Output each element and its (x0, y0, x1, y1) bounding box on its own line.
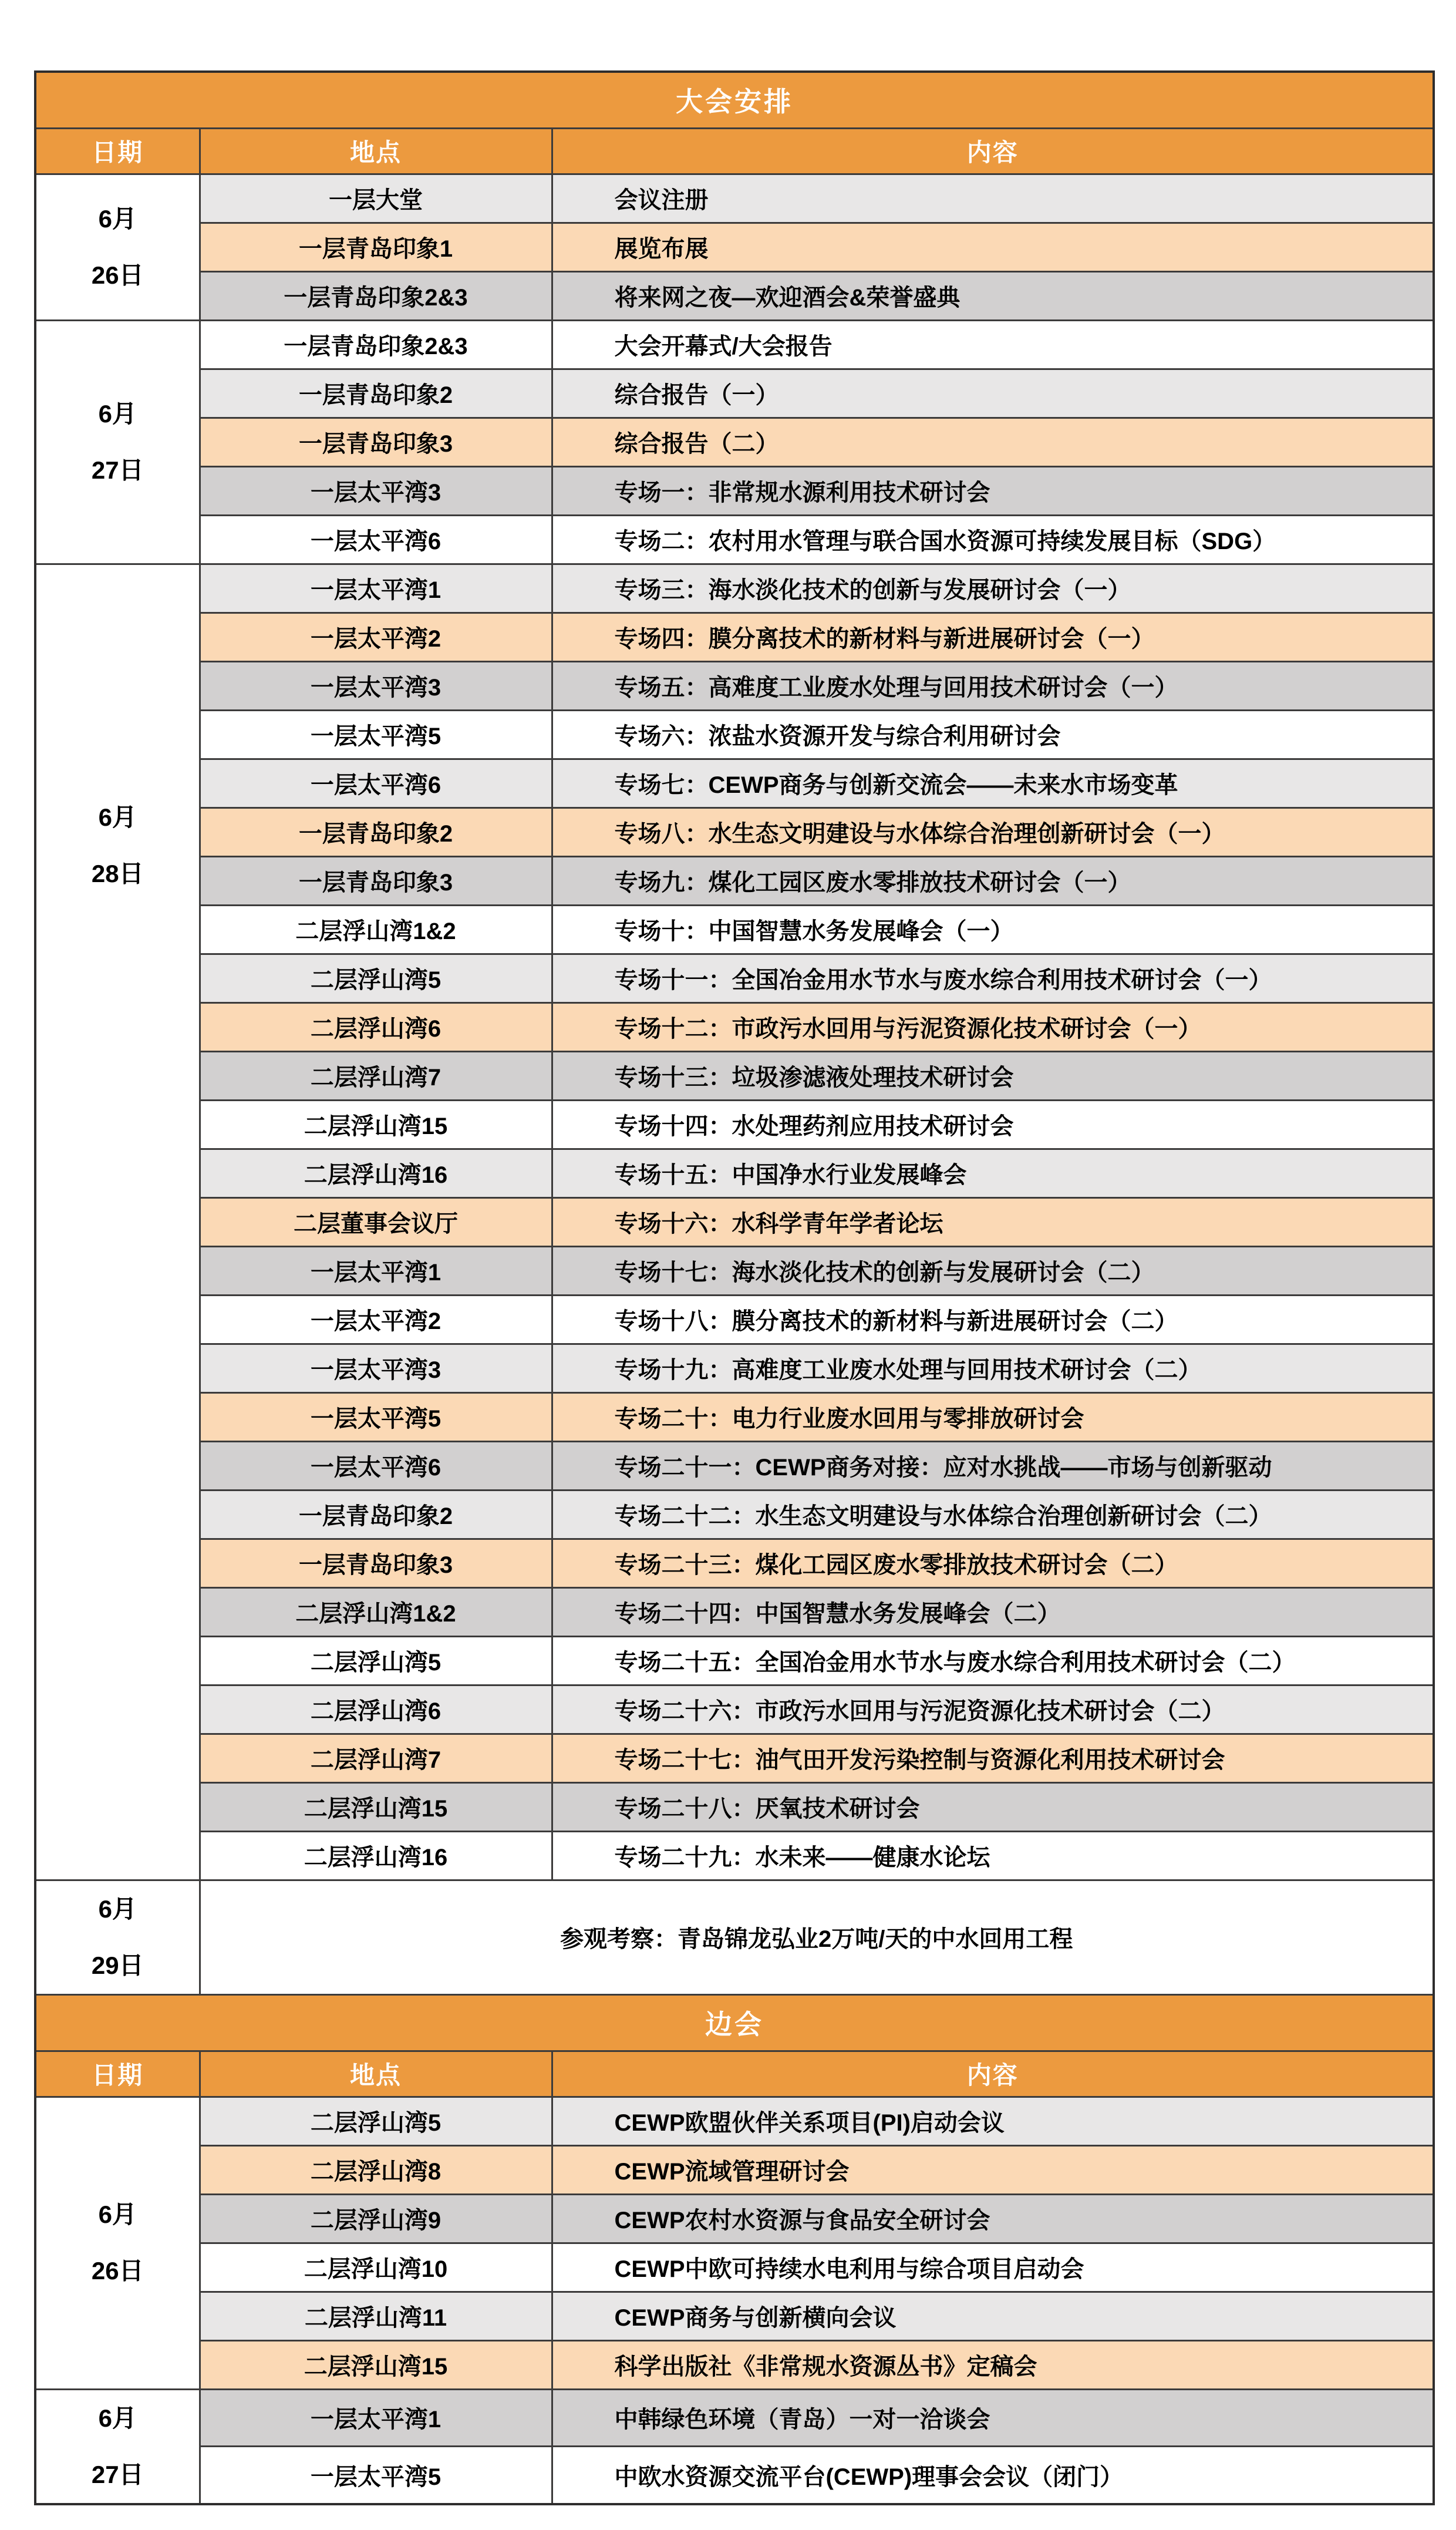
content-cell: 专场三：海水淡化技术的创新与发展研讨会（一） (552, 564, 1434, 613)
location-cell: 一层太平湾6 (200, 759, 552, 808)
col-header-location: 地点 (200, 2051, 552, 2097)
col-header-date: 日期 (35, 128, 200, 174)
location-cell: 一层青岛印象2&3 (200, 320, 552, 369)
location-cell: 二层浮山湾10 (200, 2243, 552, 2292)
content-cell: 专场二十二：水生态文明建设与水体综合治理创新研讨会（二） (552, 1490, 1434, 1539)
date-cell (35, 564, 200, 1880)
side-column-header-row (35, 2051, 1434, 2097)
table-row (35, 661, 1434, 710)
content-cell: 专场七：CEWP商务与创新交流会——未来水市场变革 (552, 759, 1434, 808)
table-row (35, 1490, 1434, 1539)
content-cell: 中欧水资源交流平台(CEWP)理事会会议（闭门） (552, 2447, 1434, 2504)
date-month: 6月 (98, 399, 137, 428)
table-row (35, 174, 1434, 223)
table-row (35, 856, 1434, 905)
content-cell: CEWP中欧可持续水电利用与综合项目启动会 (552, 2243, 1434, 2292)
location-cell: 一层太平湾3 (200, 1344, 552, 1392)
location-cell: 一层青岛印象1 (200, 223, 552, 271)
table-row (35, 2145, 1434, 2194)
table-row (35, 1344, 1434, 1392)
location-cell: 一层青岛印象2 (200, 369, 552, 418)
date-day: 26日 (91, 2257, 144, 2285)
location-cell: 二层浮山湾5 (200, 2097, 552, 2145)
location-cell: 二层浮山湾15 (200, 1100, 552, 1149)
table-row (35, 710, 1434, 759)
table-row (35, 1685, 1434, 1734)
content-cell: 展览布展 (552, 223, 1434, 271)
content-cell: 专场二十四：中国智慧水务发展峰会（二） (552, 1587, 1434, 1636)
content-cell: 会议注册 (552, 174, 1434, 223)
content-cell: CEWP流域管理研讨会 (552, 2145, 1434, 2194)
table-row (35, 759, 1434, 808)
table-row (35, 1051, 1434, 1100)
section-band-main-row (35, 72, 1434, 128)
table-row (35, 2340, 1434, 2389)
date-day: 27日 (91, 2460, 144, 2488)
location-cell: 一层青岛印象2&3 (200, 271, 552, 320)
content-cell: 中韩绿色环境（青岛）一对一洽谈会 (552, 2389, 1434, 2447)
location-cell: 二层浮山湾1&2 (200, 905, 552, 954)
content-cell: 专场一：非常规水源利用技术研讨会 (552, 466, 1434, 515)
table-row (35, 1734, 1434, 1782)
section-title-side: 边会 (35, 1994, 1434, 2051)
date-month: 6月 (98, 1895, 137, 1923)
date-day: 29日 (91, 1951, 144, 1979)
table-row (35, 905, 1434, 954)
location-cell: 一层太平湾1 (200, 2389, 552, 2447)
location-cell: 二层浮山湾1&2 (200, 1587, 552, 1636)
section-band-side-row (35, 1994, 1434, 2051)
content-cell: 专场二十五：全国冶金用水节水与废水综合利用技术研讨会（二） (552, 1636, 1434, 1685)
location-cell: 二层董事会议厅 (200, 1197, 552, 1246)
location-cell: 一层太平湾6 (200, 515, 552, 564)
content-cell: 专场五：高难度工业废水处理与回用技术研讨会（一） (552, 661, 1434, 710)
table-row (35, 808, 1434, 856)
col-header-date: 日期 (35, 2051, 200, 2097)
table-row (35, 1246, 1434, 1295)
table-row (35, 320, 1434, 369)
table-row (35, 2389, 1434, 2447)
table-row (35, 1831, 1434, 1880)
table-row (35, 1295, 1434, 1344)
col-header-location: 地点 (200, 128, 552, 174)
location-cell: 二层浮山湾5 (200, 954, 552, 1002)
content-cell: 专场四：膜分离技术的新材料与新进展研讨会（一） (552, 613, 1434, 661)
table-row (35, 1539, 1434, 1587)
location-cell: 二层浮山湾15 (200, 2340, 552, 2389)
location-cell: 一层太平湾1 (200, 564, 552, 613)
location-cell: 一层太平湾2 (200, 1295, 552, 1344)
table-row (35, 1149, 1434, 1197)
location-cell: 二层浮山湾16 (200, 1831, 552, 1880)
content-cell: CEWP欧盟伙伴关系项目(PI)启动会议 (552, 2097, 1434, 2145)
content-cell: 专场八：水生态文明建设与水体综合治理创新研讨会（一） (552, 808, 1434, 856)
table-row (35, 2097, 1434, 2145)
main-column-header-row (35, 128, 1434, 174)
location-cell: 一层太平湾6 (200, 1441, 552, 1490)
table-row (35, 369, 1434, 418)
content-cell: 专场九：煤化工园区废水零排放技术研讨会（一） (552, 856, 1434, 905)
table-row (35, 2194, 1434, 2243)
location-cell: 二层浮山湾9 (200, 2194, 552, 2243)
content-cell: 专场十三：垃圾渗滤液处理技术研讨会 (552, 1051, 1434, 1100)
table-row (35, 515, 1434, 564)
table-row (35, 2292, 1434, 2340)
content-cell: 专场十七：海水淡化技术的创新与发展研讨会（二） (552, 1246, 1434, 1295)
table-row (35, 613, 1434, 661)
date-month: 6月 (98, 2201, 137, 2228)
table-row (35, 418, 1434, 466)
content-cell: 专场十九：高难度工业废水处理与回用技术研讨会（二） (552, 1344, 1434, 1392)
location-cell: 一层太平湾5 (200, 710, 552, 759)
content-cell: CEWP商务与创新横向会议 (552, 2292, 1434, 2340)
table-row (35, 466, 1434, 515)
table-row (35, 2243, 1434, 2292)
content-cell: 专场二十：电力行业废水回用与零排放研讨会 (552, 1392, 1434, 1441)
col-header-content: 内容 (552, 128, 1434, 174)
content-cell: 科学出版社《非常规水资源丛书》定稿会 (552, 2340, 1434, 2389)
location-cell: 二层浮山湾11 (200, 2292, 552, 2340)
content-cell: 专场二：农村用水管理与联合国水资源可持续发展目标（SDG） (552, 515, 1434, 564)
content-cell: 专场二十八：厌氧技术研讨会 (552, 1782, 1434, 1831)
table-row (35, 1392, 1434, 1441)
table-row (35, 1002, 1434, 1051)
table-row (35, 1782, 1434, 1831)
date-cell (35, 320, 200, 564)
content-cell: 参观考察：青岛锦龙弘业2万吨/天的中水回用工程 (200, 1880, 1434, 1994)
content-cell: 综合报告（一） (552, 369, 1434, 418)
date-day: 28日 (91, 859, 144, 887)
table-row (35, 1197, 1434, 1246)
date-cell (35, 2097, 200, 2389)
col-header-content: 内容 (552, 2051, 1434, 2097)
location-cell: 一层青岛印象3 (200, 1539, 552, 1587)
schedule-table (34, 70, 1435, 2505)
date-day: 26日 (91, 261, 144, 289)
content-cell: 专场十六：水科学青年学者论坛 (552, 1197, 1434, 1246)
content-cell: 将来网之夜—欢迎酒会&荣誉盛典 (552, 271, 1434, 320)
location-cell: 一层太平湾5 (200, 1392, 552, 1441)
location-cell: 一层青岛印象2 (200, 808, 552, 856)
content-cell: 大会开幕式/大会报告 (552, 320, 1434, 369)
location-cell: 一层太平湾1 (200, 1246, 552, 1295)
table-row (35, 1587, 1434, 1636)
location-cell: 二层浮山湾7 (200, 1051, 552, 1100)
content-cell: 专场二十七：油气田开发污染控制与资源化利用技术研讨会 (552, 1734, 1434, 1782)
location-cell: 二层浮山湾6 (200, 1002, 552, 1051)
date-month: 6月 (98, 803, 137, 831)
date-cell (35, 1880, 200, 1994)
table-row (35, 1441, 1434, 1490)
location-cell: 一层太平湾2 (200, 613, 552, 661)
location-cell: 一层青岛印象3 (200, 418, 552, 466)
table-row (35, 564, 1434, 613)
location-cell: 二层浮山湾5 (200, 1636, 552, 1685)
content-cell: 专场二十九：水未来——健康水论坛 (552, 1831, 1434, 1880)
location-cell: 二层浮山湾8 (200, 2145, 552, 2194)
content-cell: 专场十八：膜分离技术的新材料与新进展研讨会（二） (552, 1295, 1434, 1344)
content-cell: 专场二十一：CEWP商务对接：应对水挑战——市场与创新驱动 (552, 1441, 1434, 1490)
location-cell: 二层浮山湾15 (200, 1782, 552, 1831)
content-cell: 专场十一：全国冶金用水节水与废水综合利用技术研讨会（一） (552, 954, 1434, 1002)
date-month: 6月 (98, 204, 137, 233)
location-cell: 二层浮山湾7 (200, 1734, 552, 1782)
location-cell: 一层太平湾3 (200, 661, 552, 710)
table-row (35, 954, 1434, 1002)
content-cell: 专场十：中国智慧水务发展峰会（一） (552, 905, 1434, 954)
table-row (35, 1100, 1434, 1149)
location-cell: 一层青岛印象2 (200, 1490, 552, 1539)
content-cell: 专场二十三：煤化工园区废水零排放技术研讨会（二） (552, 1539, 1434, 1587)
content-cell: 专场十四：水处理药剂应用技术研讨会 (552, 1100, 1434, 1149)
table-row (35, 223, 1434, 271)
location-cell: 一层青岛印象3 (200, 856, 552, 905)
section-title-main: 大会安排 (35, 72, 1434, 128)
location-cell: 二层浮山湾6 (200, 1685, 552, 1734)
content-cell: 专场二十六：市政污水回用与污泥资源化技术研讨会（二） (552, 1685, 1434, 1734)
content-cell: 专场十五：中国净水行业发展峰会 (552, 1149, 1434, 1197)
content-cell: 综合报告（二） (552, 418, 1434, 466)
location-cell: 一层太平湾3 (200, 466, 552, 515)
table-row (35, 1636, 1434, 1685)
content-cell: CEWP农村水资源与食品安全研讨会 (552, 2194, 1434, 2243)
content-cell: 专场十二：市政污水回用与污泥资源化技术研讨会（一） (552, 1002, 1434, 1051)
date-cell (35, 2389, 200, 2504)
location-cell: 二层浮山湾16 (200, 1149, 552, 1197)
table-row (35, 1880, 1434, 1994)
location-cell: 一层太平湾5 (200, 2447, 552, 2504)
table-row (35, 2447, 1434, 2504)
content-cell: 专场六：浓盐水资源开发与综合利用研讨会 (552, 710, 1434, 759)
table-row (35, 271, 1434, 320)
date-month: 6月 (98, 2404, 137, 2432)
date-cell (35, 174, 200, 320)
location-cell: 一层大堂 (200, 174, 552, 223)
date-day: 27日 (91, 456, 144, 484)
